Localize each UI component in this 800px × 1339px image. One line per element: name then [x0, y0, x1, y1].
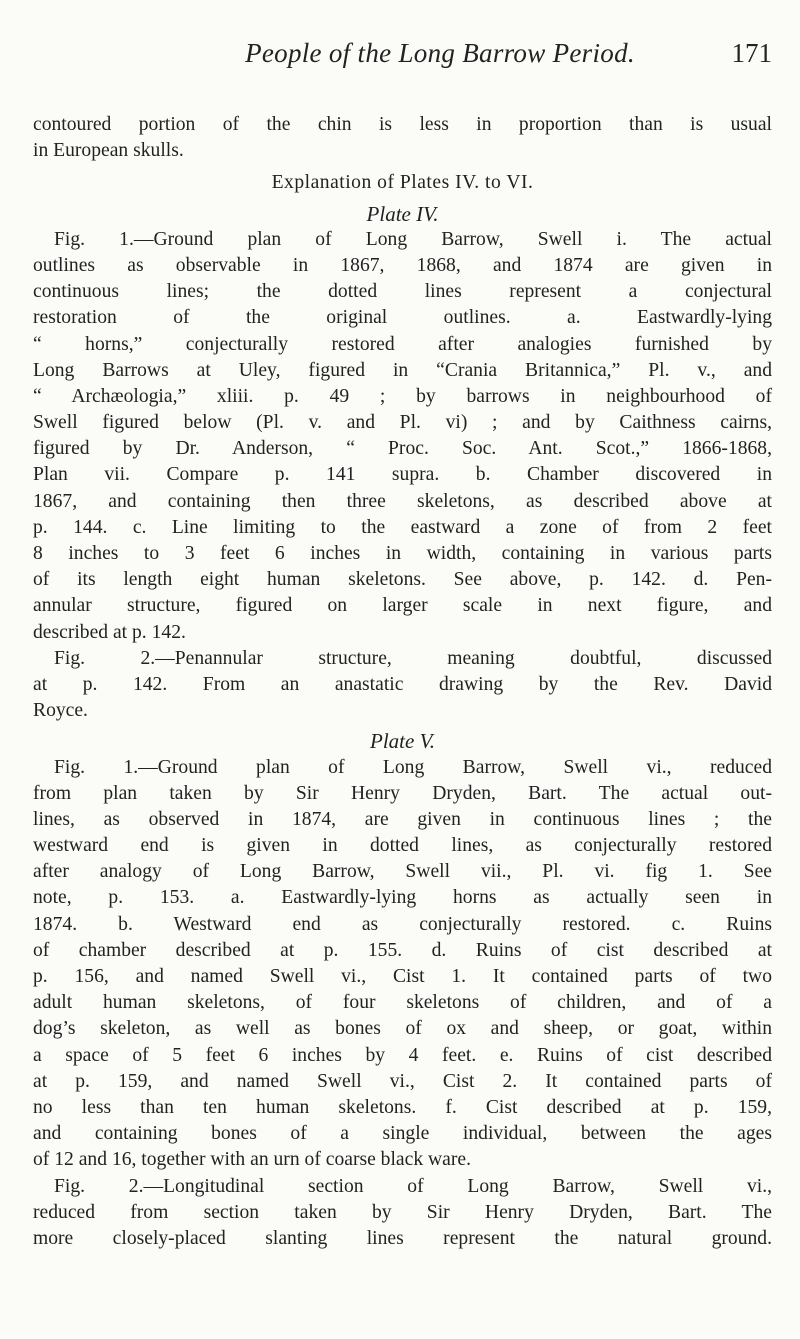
text-line: outlines as observable in 1867, 1868, and 1874 are given in	[33, 254, 772, 276]
text-line: after analogy of Long Barrow, Swell vii., Pl. vi. fig 1. See	[33, 861, 772, 883]
text-line: Fig. 2.—Longitudinal section of Long Barrow, Swell vi.,	[54, 1175, 772, 1197]
running-title: People of the Long Barrow Period.	[245, 38, 635, 68]
text-line: at p. 142. From an anastatic drawing by the Rev. David	[33, 673, 772, 695]
text-line: 1874. b. Westward end as conjecturally restored. c. Ruins	[33, 913, 772, 935]
text-line: Long Barrows at Uley, figured in “Crania Britannica,” Pl. v., and	[33, 359, 772, 381]
page-number: 171	[731, 38, 772, 68]
text-line: 8 inches to 3 feet 6 inches in width, containing in various parts	[33, 543, 772, 564]
text-line: contoured portion of the chin is less in proportion than is usual	[33, 114, 772, 135]
text-line: “ Archæologia,” xliii. p. 49 ; by barrows in neighbourhood of	[33, 385, 772, 407]
running-head	[0, 38, 772, 78]
text-line: a space of 5 feet 6 inches by 4 feet. e. Ruins of cist described	[33, 1044, 772, 1066]
text-line: of chamber described at p. 155. d. Ruins of cist described at	[33, 939, 772, 961]
text-line: in European skulls.	[33, 140, 184, 162]
text-line: Fig. 1.—Ground plan of Long Barrow, Swell i. The actual	[54, 228, 772, 250]
text-line: note, p. 153. a. Eastwardly-lying horns as actually seen in	[33, 887, 772, 909]
plate-iv-text	[33, 227, 772, 725]
plate-heading: Plate V.	[370, 729, 435, 754]
text-line: dog’s skeleton, as well as bones of ox and sheep, or goat, within	[33, 1018, 772, 1040]
section-heading: Explanation of Plates IV. to VI.	[271, 172, 534, 194]
text-line: p. 156, and named Swell vi., Cist 1. It contained parts of two	[33, 966, 772, 987]
text-line: at p. 159, and named Swell vi., Cist 2. It contained parts of	[33, 1070, 772, 1092]
text-line: of its length eight human skeletons. See above, p. 142. d. Pen-	[33, 569, 772, 591]
text-line: lines, as observed in 1874, are given in continuous lines ; the	[33, 808, 772, 830]
page-body	[33, 112, 772, 1252]
text-line: Plan vii. Compare p. 141 supra. b. Chamber discovered in	[33, 464, 772, 486]
text-line: 1867, and containing then three skeletons, as described above at	[33, 490, 772, 512]
text-line: no less than ten human skeletons. f. Cist described at p. 159,	[33, 1096, 772, 1118]
text-line: “ horns,” conjecturally restored after analogies furnished by	[33, 333, 772, 355]
text-line: from plan taken by Sir Henry Dryden, Bart. The actual out-	[33, 782, 772, 804]
text-line: restoration of the original outlines. a. Eastwardly-lying	[33, 307, 772, 329]
text-line: continuous lines; the dotted lines represent a conjectural	[33, 281, 772, 303]
text-line: Fig. 2.—Penannular structure, meaning doubtful, discussed	[54, 647, 772, 669]
text-line: and containing bones of a single individual, between the ages	[33, 1123, 772, 1145]
text-line: adult human skeletons, of four skeletons of children, and of a	[33, 992, 772, 1014]
text-line: Swell figured below (Pl. v. and Pl. vi) ; and by Caithness cairns,	[33, 412, 772, 434]
text-line: annular structure, figured on larger scale in next figure, and	[33, 595, 772, 617]
text-line: reduced from section taken by Sir Henry Dryden, Bart. The	[33, 1201, 772, 1223]
text-line: Fig. 1.—Ground plan of Long Barrow, Swell vi., reduced	[54, 756, 772, 778]
text-line: more closely-placed slanting lines represent the natural ground.	[33, 1227, 772, 1249]
text-line: described at p. 142.	[33, 621, 186, 643]
plate-heading: Plate IV.	[366, 201, 439, 226]
text-line: Royce.	[33, 700, 88, 722]
text-line: p. 144. c. Line limiting to the eastward a zone of from 2 feet	[33, 516, 772, 538]
text-line: westward end is given in dotted lines, as conjecturally restored	[33, 835, 772, 857]
text-line: of 12 and 16, together with an urn of coarse black ware.	[33, 1149, 471, 1171]
plate-v-text	[33, 755, 772, 1253]
text-line: figured by Dr. Anderson, “ Proc. Soc. Ant. Scot.,” 1866-1868,	[33, 438, 772, 460]
